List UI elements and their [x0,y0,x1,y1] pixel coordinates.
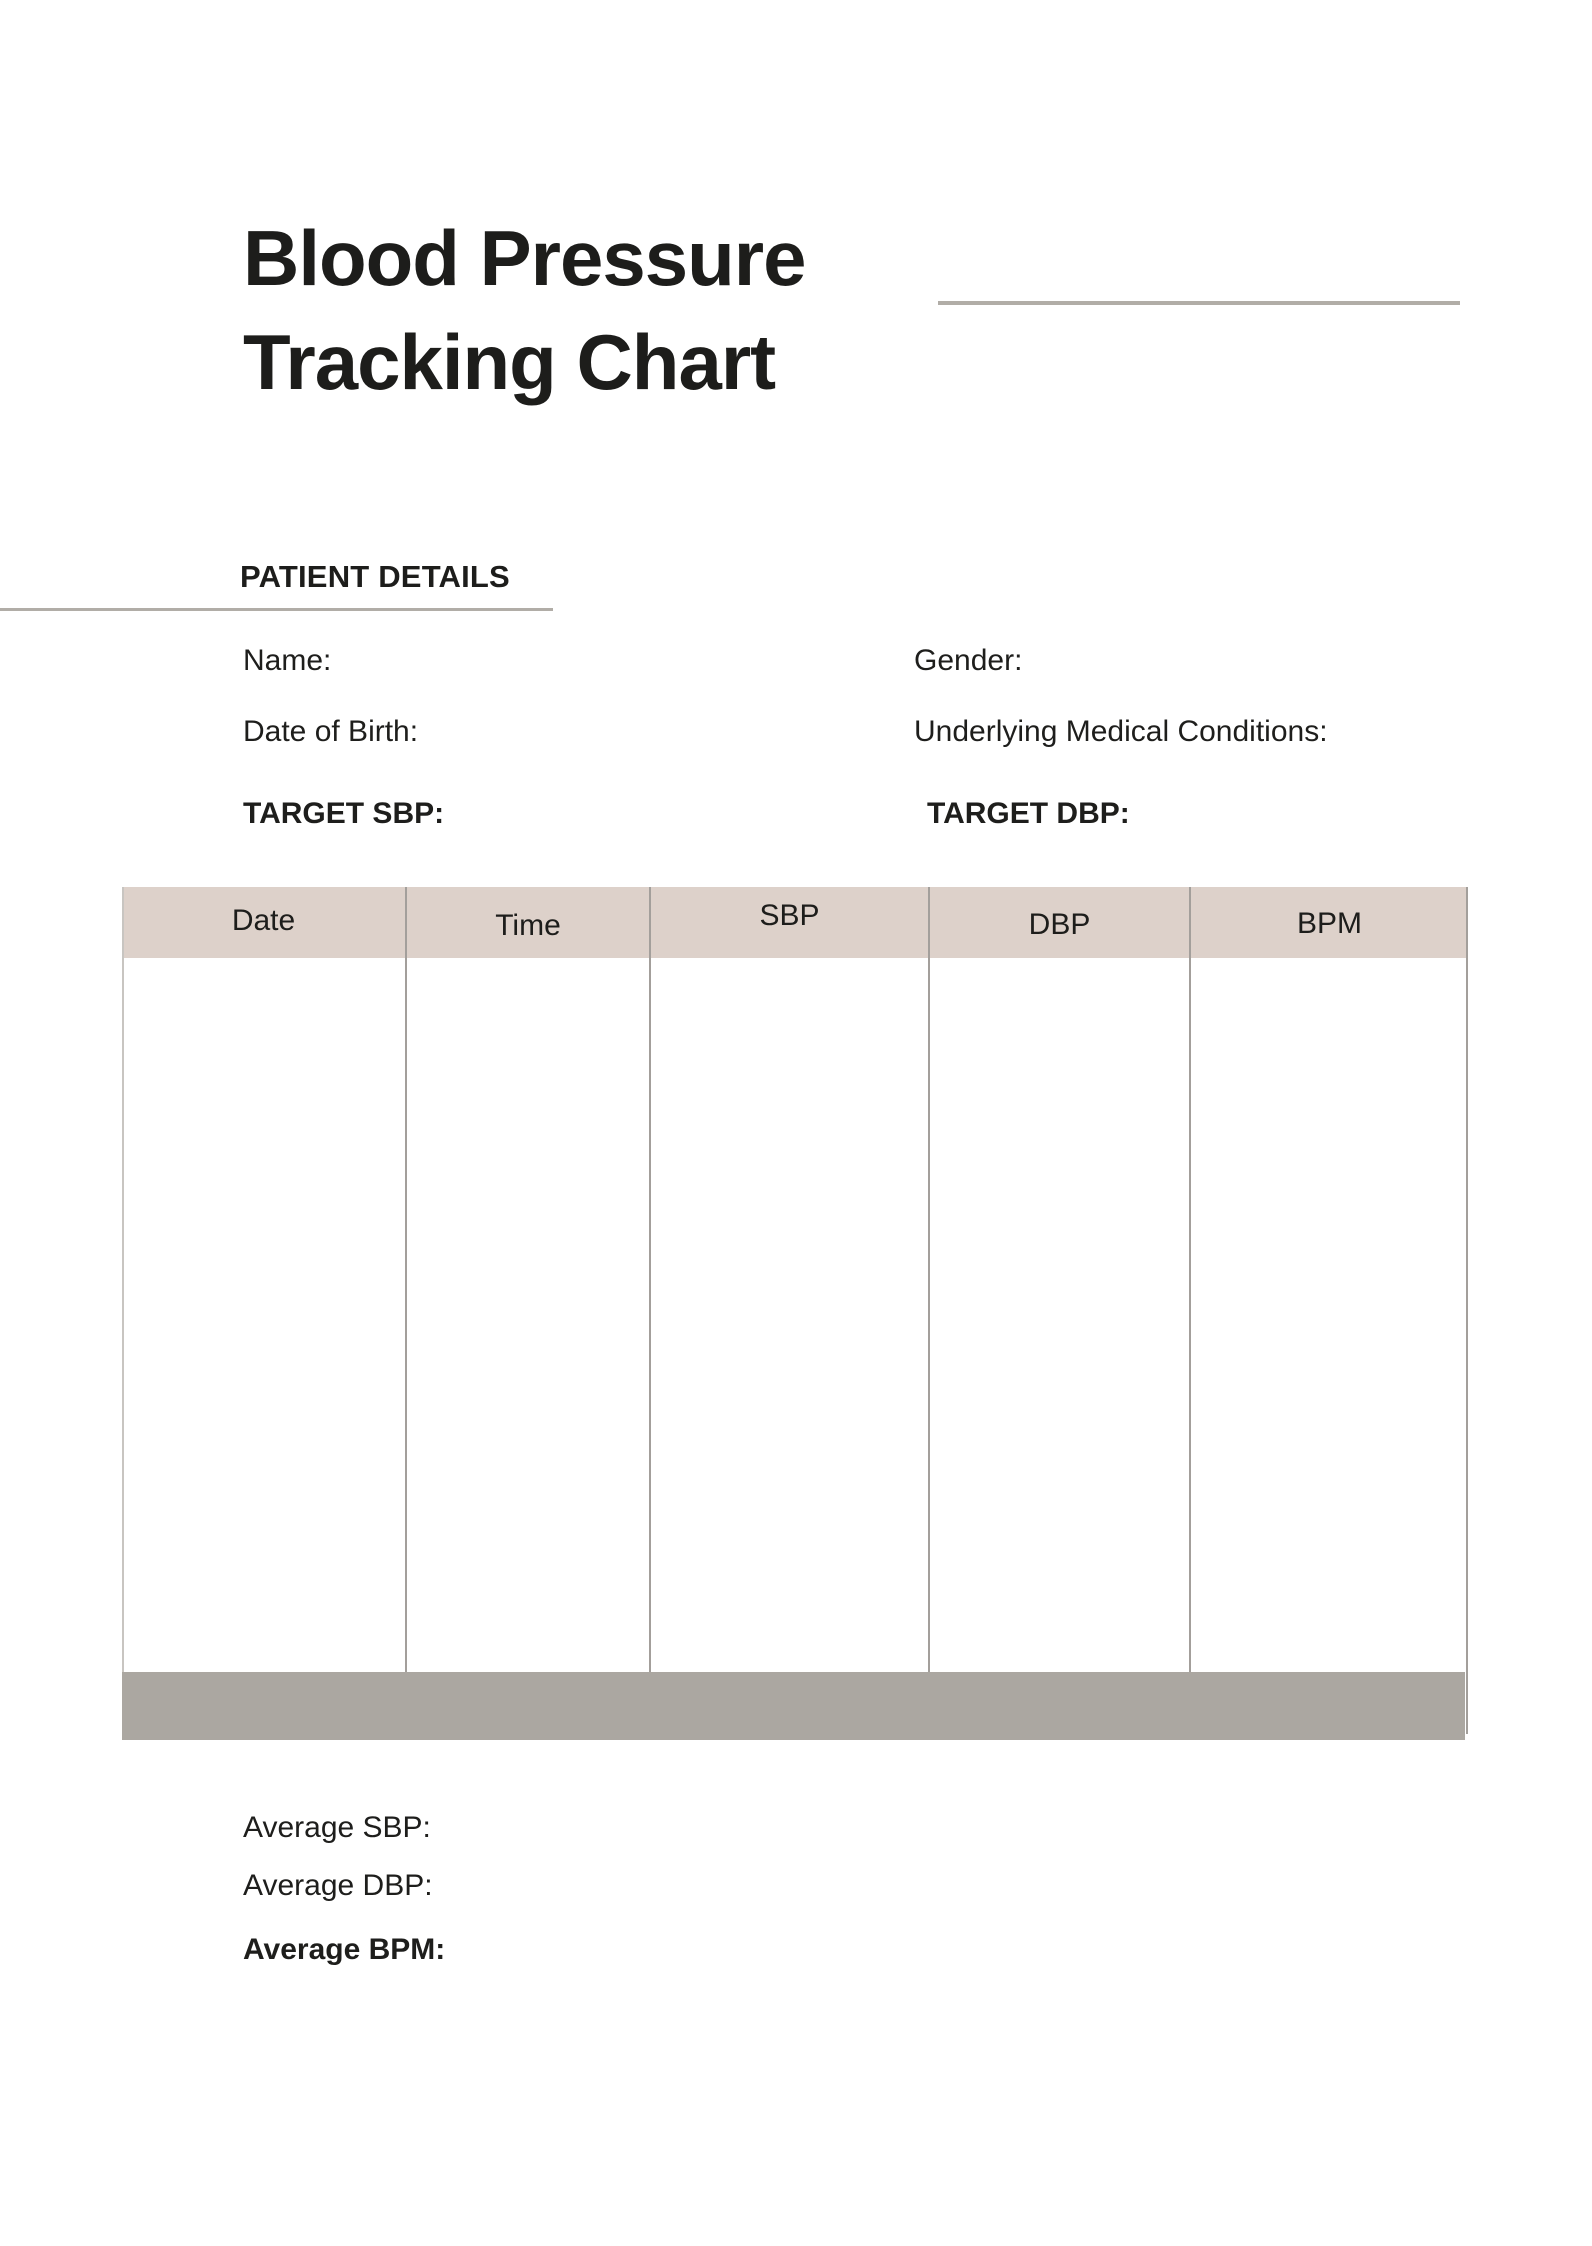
page-title [243,206,806,414]
table-body-empty [122,958,1468,1672]
table-header-time: Time [407,887,651,958]
table-column-bpm [1191,958,1468,1672]
bp-tracking-table [122,887,1468,1740]
table-footer-right-edge [1466,1672,1468,1734]
table-header-dbp: DBP [930,887,1191,958]
patient-details-heading: PATIENT DETAILS [240,559,510,594]
page-title-line1: Blood Pressure [243,214,806,302]
table-header-sbp: SBP [651,887,930,958]
average-bpm-label: Average BPM: [243,1933,446,1966]
average-sbp-label: Average SBP: [243,1811,431,1844]
field-label-conditions: Underlying Medical Conditions: [914,715,1328,748]
patient-details-underline [0,608,553,611]
field-label-gender: Gender: [914,644,1023,677]
table-column-dbp [930,958,1191,1672]
table-header-bpm: BPM [1296,906,1362,940]
field-label-name: Name: [243,644,332,677]
table-header-row [122,887,1468,958]
field-label-dob: Date of Birth: [243,715,419,748]
table-header-date: Date [122,887,407,958]
field-label-target-sbp: TARGET SBP: [243,797,445,830]
title-rule [938,301,1460,305]
field-label-target-dbp: TARGET DBP: [927,797,1130,830]
table-footer-bar [122,1672,1465,1740]
table-column-date [122,958,407,1672]
average-dbp-label: Average DBP: [243,1869,433,1902]
table-column-time [407,958,651,1672]
table-column-sbp [651,958,930,1672]
page-title-line2: Tracking Chart [243,318,776,406]
